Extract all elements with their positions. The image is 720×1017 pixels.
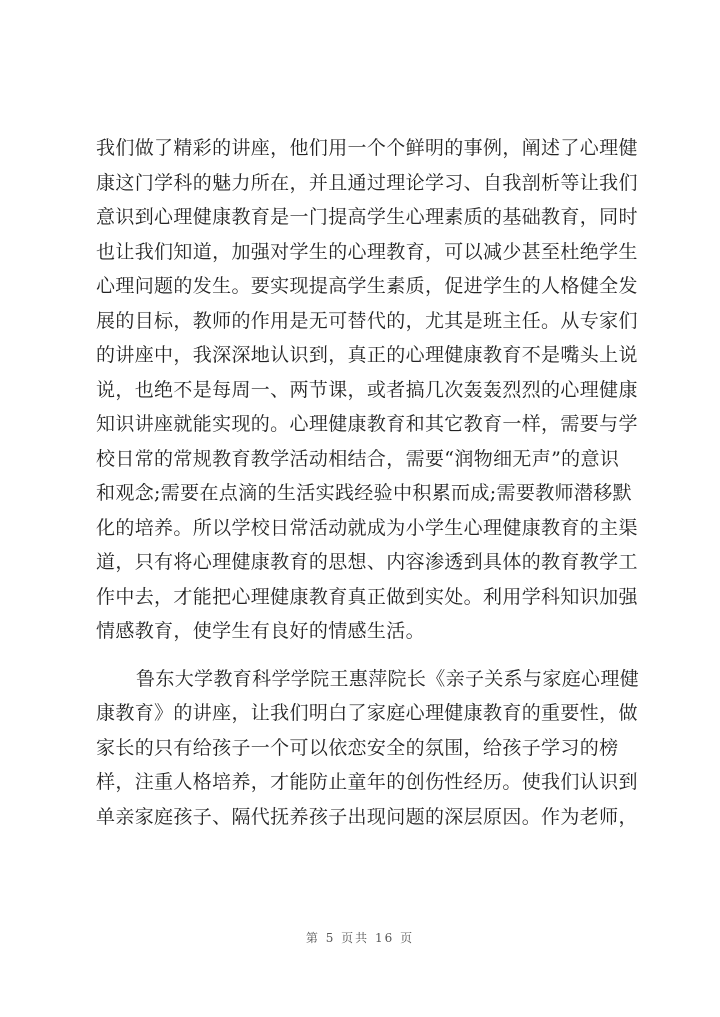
text-line: 样，注重人格培养，才能防止童年的创伤性经历。使我们认识到	[96, 771, 638, 793]
text-line: 也让我们知道，加强对学生的心理教育，可以减少甚至杜绝学生	[96, 240, 638, 263]
text-line: 化的培养。所以学校日常活动就成为小学生心理健康教育的主渠	[96, 516, 638, 539]
body-text	[96, 131, 656, 834]
text-line: 情感教育，使学生有良好的情感生活。	[96, 620, 425, 642]
text-line: 作中去，才能把心理健康教育真正做到实处。利用学科知识加强	[96, 585, 638, 608]
text-line: 校日常的常规教育教学活动相结合，需要“润物细无声”的意识	[96, 447, 620, 470]
text-line: 心理问题的发生。要实现提高学生素质，促进学生的人格健全发	[96, 275, 638, 297]
text-line: 我们做了精彩的讲座，他们用一个个鲜明的事例，阐述了心理健	[96, 137, 638, 159]
paragraph-gap	[96, 649, 656, 662]
text-line: 道，只有将心理健康教育的思想、内容渗透到具体的教育教学工	[96, 551, 638, 573]
paragraph-1	[96, 131, 656, 649]
text-line: 意识到心理健康教育是一门提高学生心理素质的基础教育，同时	[96, 206, 638, 228]
text-line: 和观念;需要在点滴的生活实践经验中积累而成;需要教师潜移默	[96, 482, 632, 504]
text-line: 的讲座中，我深深地认识到，真正的心理健康教育不是嘴头上说	[96, 344, 638, 366]
text-line: 说，也绝不是每周一、两节课，或者搞几次轰轰烈烈的心理健康	[96, 378, 638, 401]
text-line: 康这门学科的魅力所在，并且通过理论学习、自我剖析等让我们	[96, 171, 638, 194]
text-line: 知识讲座就能实现的。心理健康教育和其它教育一样，需要与学	[96, 413, 638, 435]
text-line: 鲁东大学教育科学学院王惠萍院长《亲子关系与家庭心理健	[136, 667, 640, 690]
paragraph-2	[96, 662, 656, 835]
page-number-footer: 第 5 页共 16 页	[305, 931, 415, 945]
text-line: 康教育》的讲座，让我们明白了家庭心理健康教育的重要性，做	[96, 702, 638, 724]
text-line: 单亲家庭孩子、隔代抚养孩子出现问题的深层原因。作为老师，	[96, 805, 638, 828]
text-line: 展的目标，教师的作用是无可替代的，尤其是班主任。从专家们	[96, 309, 638, 332]
text-line: 家长的只有给孩子一个可以依恋安全的氛围，给孩子学习的榜	[96, 736, 619, 759]
